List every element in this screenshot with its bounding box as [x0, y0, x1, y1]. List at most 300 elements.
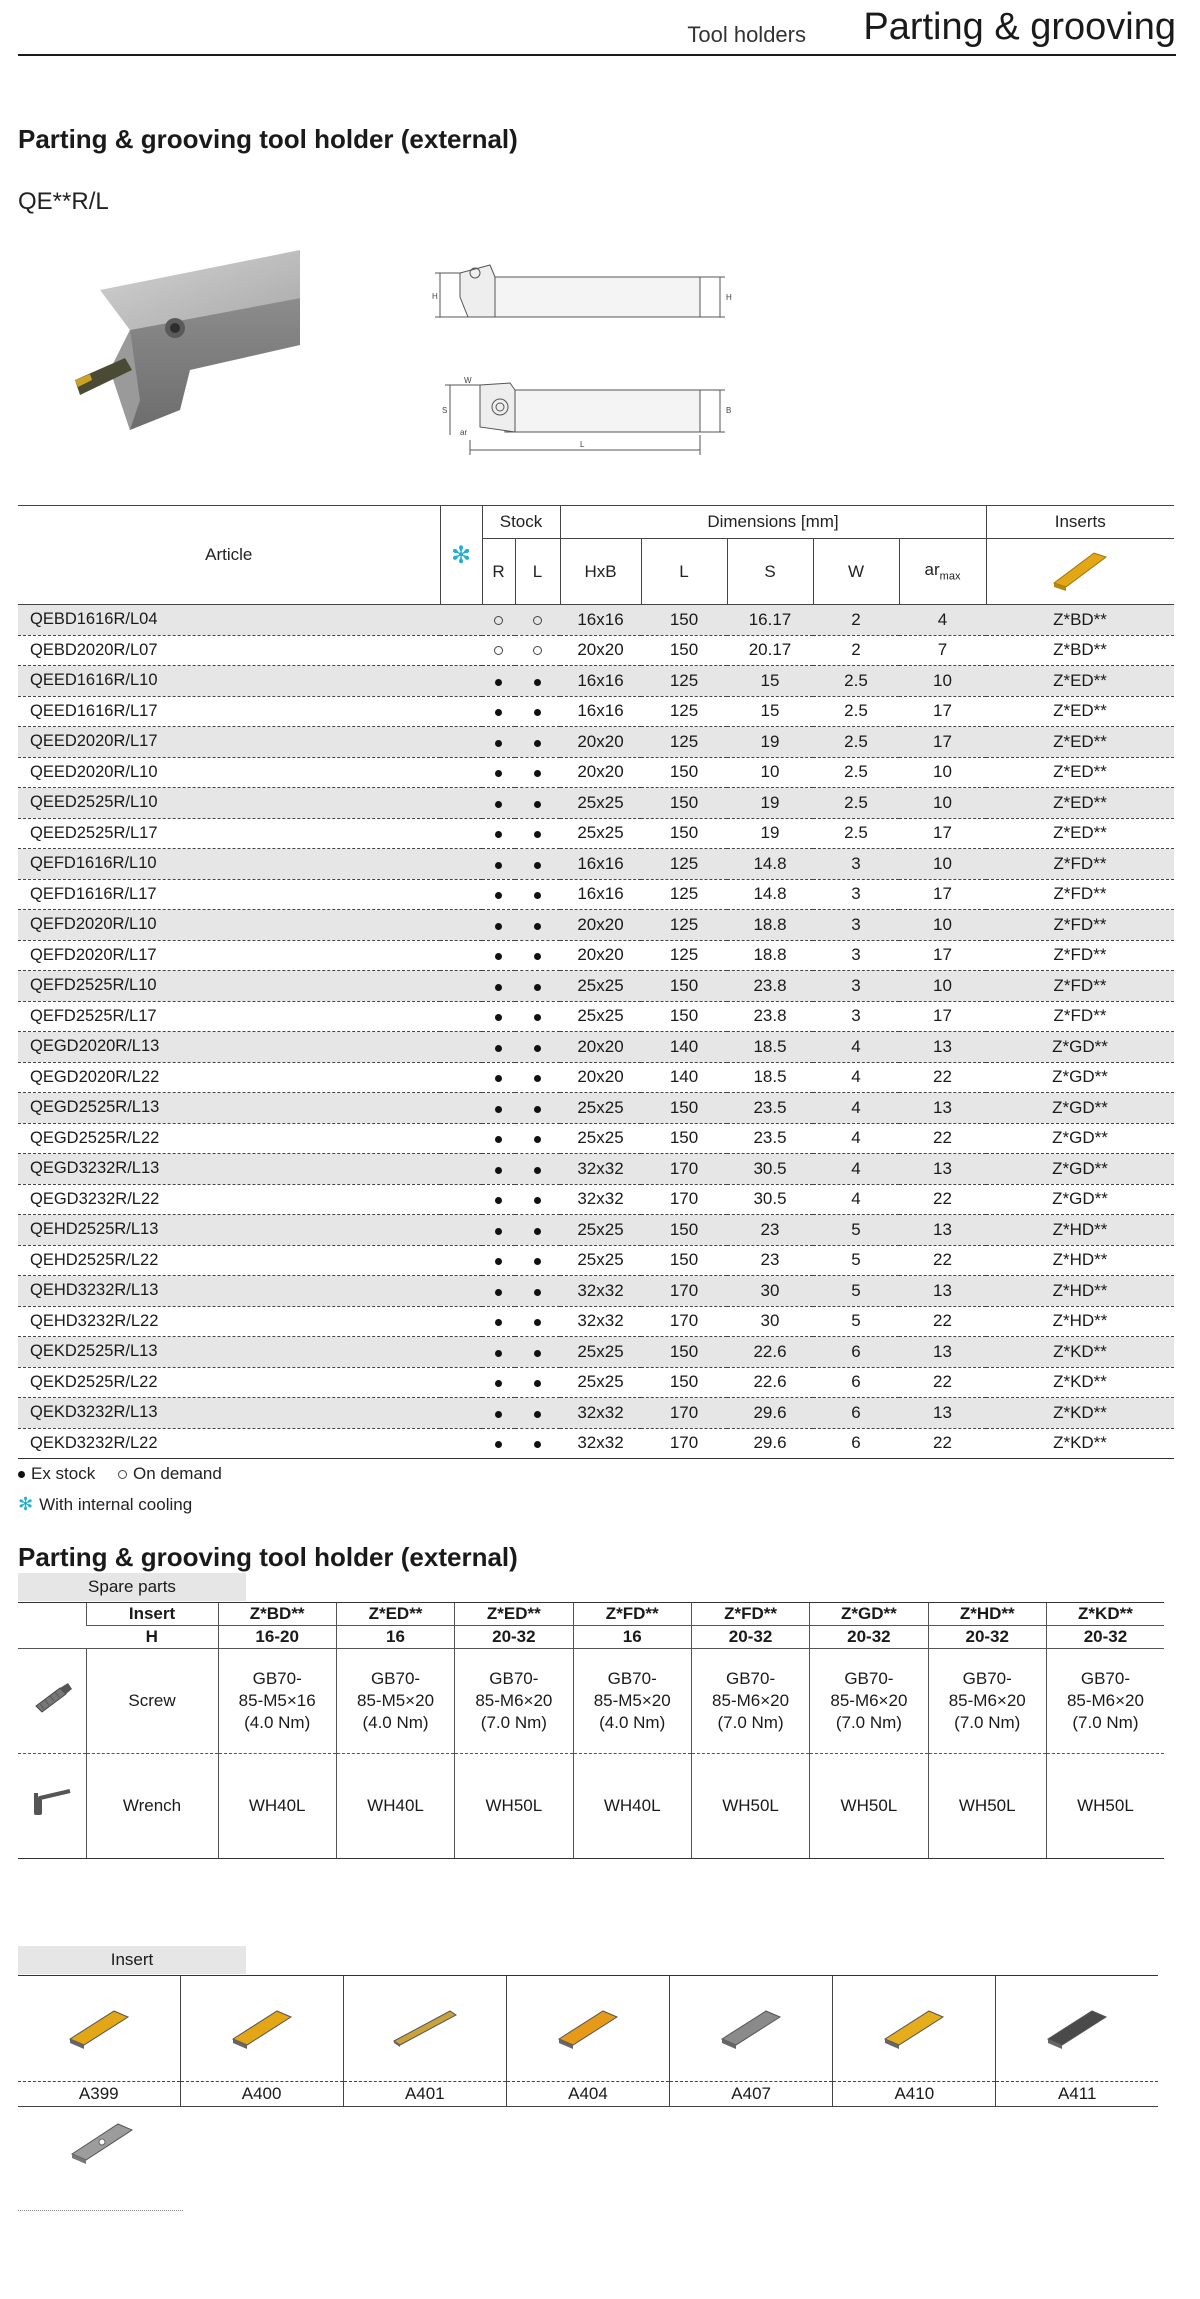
stock-l-cell — [515, 879, 560, 910]
svg-text:H: H — [726, 293, 732, 302]
screw-spec-line: GB70- — [725, 1669, 776, 1688]
w-cell: 3 — [813, 910, 899, 941]
stock-l-cell — [515, 1306, 560, 1337]
spare-parts-tag: Spare parts — [18, 1573, 246, 1601]
w-cell: 2.5 — [813, 788, 899, 819]
stock-r-cell — [482, 1367, 515, 1398]
stock-r-cell — [482, 1154, 515, 1185]
hxb-cell: 20x20 — [560, 757, 641, 788]
cooling-cell — [440, 1306, 482, 1337]
wrench-spec: WH50L — [455, 1754, 573, 1859]
stock-l-cell — [515, 1093, 560, 1124]
screw-image — [18, 1649, 86, 1754]
length-cell: 150 — [641, 1215, 727, 1246]
ex-stock-icon — [534, 1014, 541, 1021]
ar-cell: 10 — [899, 666, 986, 697]
screw-spec-line: GB70- — [370, 1669, 421, 1688]
snowflake-icon: ✻ — [18, 1494, 34, 1514]
article-cell: QEKD3232R/L13 — [18, 1398, 440, 1429]
hxb-cell: 32x32 — [560, 1154, 641, 1185]
insert-cell: Z*FD** — [986, 910, 1174, 941]
stock-r-cell — [482, 605, 515, 636]
insert-image-cell — [343, 1976, 506, 2082]
hxb-cell: 16x16 — [560, 666, 641, 697]
stock-l-cell — [515, 696, 560, 727]
insert-icon — [879, 2001, 949, 2051]
table-row — [18, 1428, 1174, 1459]
ex-stock-icon — [495, 1197, 502, 1204]
insert-cell: Z*GD** — [986, 1062, 1174, 1093]
insert-cell: Z*HD** — [986, 1276, 1174, 1307]
stock-l-cell — [515, 757, 560, 788]
length-cell: 150 — [641, 757, 727, 788]
cooling-cell — [440, 757, 482, 788]
length-cell: 150 — [641, 1093, 727, 1124]
article-cell: QEFD1616R/L17 — [18, 879, 440, 910]
ar-cell: 13 — [899, 1154, 986, 1185]
stock-r-cell — [482, 1001, 515, 1032]
cooling-cell — [440, 940, 482, 971]
article-cell: QEKD3232R/L22 — [18, 1428, 440, 1459]
screw-spec-line: (7.0 Nm) — [480, 1713, 547, 1732]
insert-cell: Z*ED** — [986, 818, 1174, 849]
ar-cell: 10 — [899, 757, 986, 788]
w-cell: 2.5 — [813, 666, 899, 697]
cooling-cell — [440, 1337, 482, 1368]
length-cell: 150 — [641, 1337, 727, 1368]
ex-stock-icon — [495, 862, 502, 869]
insert-image-cell — [996, 1976, 1158, 2082]
ar-cell: 22 — [899, 1184, 986, 1215]
w-cell: 3 — [813, 879, 899, 910]
spare-insert-type: Z*HD** — [928, 1603, 1046, 1626]
w-cell: 4 — [813, 1123, 899, 1154]
screw-spec-line: 85-M6×20 — [948, 1691, 1026, 1710]
ar-cell: 22 — [899, 1245, 986, 1276]
table-row — [18, 788, 1174, 819]
hxb-cell: 16x16 — [560, 605, 641, 636]
svg-text:B: B — [726, 406, 732, 415]
stock-r-cell — [482, 1062, 515, 1093]
ex-stock-icon — [495, 892, 502, 899]
wrench-spec: WH40L — [336, 1754, 454, 1859]
cooling-cell — [440, 605, 482, 636]
insert-name: A399 — [18, 2082, 180, 2107]
ex-stock-icon — [534, 831, 541, 838]
ar-cell: 13 — [899, 1215, 986, 1246]
stock-l-cell — [515, 666, 560, 697]
stock-l-cell — [515, 1032, 560, 1063]
stock-r-cell — [482, 879, 515, 910]
ex-stock-icon — [534, 862, 541, 869]
screw-spec — [573, 1649, 691, 1754]
screw-spec-line: (4.0 Nm) — [244, 1713, 311, 1732]
w-cell: 4 — [813, 1154, 899, 1185]
insert-cell: Z*FD** — [986, 849, 1174, 880]
col-hxb: HxB — [560, 539, 641, 605]
article-cell: QEGD2525R/L13 — [18, 1093, 440, 1124]
ex-stock-icon — [534, 1380, 541, 1387]
wrench-image — [18, 1754, 86, 1859]
spare-h-value: 16 — [573, 1626, 691, 1649]
col-r: R — [482, 539, 515, 605]
screw-spec — [455, 1649, 573, 1754]
stock-l-cell — [515, 1398, 560, 1429]
table-row — [18, 605, 1174, 636]
insert-image-cell — [506, 1976, 669, 2082]
legend-stock: Ex stock On demand — [18, 1464, 240, 1484]
wrench-spec: WH50L — [810, 1754, 928, 1859]
hxb-cell: 25x25 — [560, 1337, 641, 1368]
ar-cell: 10 — [899, 849, 986, 880]
hxb-cell: 25x25 — [560, 1123, 641, 1154]
ex-stock-icon — [534, 1411, 541, 1418]
insert-icon — [390, 2001, 460, 2051]
length-cell: 170 — [641, 1306, 727, 1337]
table-row — [18, 1337, 1174, 1368]
length-cell: 140 — [641, 1062, 727, 1093]
article-cell: QEKD2525R/L22 — [18, 1367, 440, 1398]
cooling-cell — [440, 1398, 482, 1429]
stock-r-cell — [482, 1184, 515, 1215]
cooling-cell — [440, 666, 482, 697]
ex-stock-icon — [534, 1441, 541, 1448]
screw-spec — [336, 1649, 454, 1754]
insert-cell: Z*GD** — [986, 1154, 1174, 1185]
svg-text:L: L — [580, 440, 585, 449]
ex-stock-icon — [495, 1228, 502, 1235]
insert-cell: Z*FD** — [986, 971, 1174, 1002]
ex-stock-icon — [534, 892, 541, 899]
stock-r-cell — [482, 1245, 515, 1276]
s-cell: 19 — [727, 818, 813, 849]
s-cell: 14.8 — [727, 849, 813, 880]
article-cell: QEED2020R/L10 — [18, 757, 440, 788]
screw-spec-line: GB70- — [607, 1669, 657, 1688]
s-cell: 23.8 — [727, 971, 813, 1002]
hxb-cell: 16x16 — [560, 849, 641, 880]
ex-stock-icon — [534, 740, 541, 747]
s-cell: 30 — [727, 1306, 813, 1337]
length-cell: 150 — [641, 605, 727, 636]
insert-cell: Z*GD** — [986, 1184, 1174, 1215]
ex-stock-icon — [495, 953, 502, 960]
col-article: Article — [18, 506, 440, 605]
s-cell: 20.17 — [727, 635, 813, 666]
s-cell: 23.8 — [727, 1001, 813, 1032]
insert-label: Insert — [86, 1603, 218, 1626]
screw-spec-line: GB70- — [489, 1669, 539, 1688]
legend-cooling: ✻ With internal cooling — [18, 1494, 193, 1514]
snowflake-icon: ✻ — [450, 541, 472, 569]
ex-stock-icon — [534, 984, 541, 991]
ar-cell: 17 — [899, 940, 986, 971]
wrench-icon — [30, 1785, 74, 1821]
stock-r-cell — [482, 818, 515, 849]
stock-l-cell — [515, 1337, 560, 1368]
w-cell: 4 — [813, 1093, 899, 1124]
insert-image-cell — [18, 1976, 180, 2082]
insert-table — [18, 1975, 1158, 2107]
screw-spec-line: 85-M5×20 — [357, 1691, 435, 1710]
length-cell: 125 — [641, 666, 727, 697]
svg-text:H: H — [432, 292, 438, 301]
stock-l-cell — [515, 1276, 560, 1307]
ex-stock-icon — [534, 679, 541, 686]
ex-stock-icon — [495, 1136, 502, 1143]
spare-insert-type: Z*BD** — [218, 1603, 336, 1626]
length-cell: 150 — [641, 1367, 727, 1398]
w-cell: 2.5 — [813, 696, 899, 727]
insert-cell: Z*KD** — [986, 1367, 1174, 1398]
wrench-spec: WH40L — [573, 1754, 691, 1859]
article-cell: QEGD3232R/L22 — [18, 1184, 440, 1215]
article-cell: QEED2525R/L17 — [18, 818, 440, 849]
stock-r-cell — [482, 1428, 515, 1459]
length-cell: 150 — [641, 971, 727, 1002]
stock-l-cell — [515, 910, 560, 941]
hxb-cell: 25x25 — [560, 818, 641, 849]
col-length: L — [641, 539, 727, 605]
ex-stock-icon — [495, 709, 502, 716]
insert-cell: Z*BD** — [986, 605, 1174, 636]
table-row — [18, 1001, 1174, 1032]
ar-cell: 17 — [899, 818, 986, 849]
ex-stock-icon — [534, 1289, 541, 1296]
article-cell: QEGD3232R/L13 — [18, 1154, 440, 1185]
w-cell: 6 — [813, 1428, 899, 1459]
insert-icon — [553, 2001, 623, 2051]
ar-cell: 22 — [899, 1306, 986, 1337]
insert-cell: Z*GD** — [986, 1032, 1174, 1063]
stock-l-cell — [515, 1184, 560, 1215]
ex-stock-icon — [495, 1411, 502, 1418]
insert-cell: Z*GD** — [986, 1093, 1174, 1124]
article-cell: QEHD2525R/L22 — [18, 1245, 440, 1276]
length-cell: 125 — [641, 910, 727, 941]
w-cell: 4 — [813, 1062, 899, 1093]
ar-cell: 22 — [899, 1367, 986, 1398]
cooling-cell — [440, 727, 482, 758]
table-row — [18, 1215, 1174, 1246]
ar-cell: 13 — [899, 1398, 986, 1429]
spare-insert-type: Z*ED** — [336, 1603, 454, 1626]
ar-cell: 13 — [899, 1276, 986, 1307]
ar-cell: 13 — [899, 1032, 986, 1063]
insert-image-cell — [670, 1976, 833, 2082]
length-cell: 150 — [641, 1001, 727, 1032]
length-cell: 150 — [641, 788, 727, 819]
article-cell: QEFD2525R/L10 — [18, 971, 440, 1002]
article-cell: QEBD1616R/L04 — [18, 605, 440, 636]
table-row — [18, 1306, 1174, 1337]
col-ar: $ar_{max}$ — [899, 539, 986, 605]
insert-icon — [227, 2001, 297, 2051]
ex-stock-icon — [495, 1289, 502, 1296]
ex-stock-icon — [534, 1167, 541, 1174]
stock-r-cell — [482, 849, 515, 880]
hxb-cell: 20x20 — [560, 635, 641, 666]
table-row — [18, 879, 1174, 910]
length-cell: 125 — [641, 849, 727, 880]
s-cell: 30.5 — [727, 1184, 813, 1215]
article-cell: QEED1616R/L10 — [18, 666, 440, 697]
w-cell: 3 — [813, 940, 899, 971]
insert-cell: Z*ED** — [986, 757, 1174, 788]
hxb-cell: 25x25 — [560, 788, 641, 819]
s-cell: 23.5 — [727, 1093, 813, 1124]
insert-cell: Z*HD** — [986, 1245, 1174, 1276]
ex-stock-icon — [495, 801, 502, 808]
ex-stock-icon — [495, 923, 502, 930]
article-cell: QEBD2020R/L07 — [18, 635, 440, 666]
ar-cell: 17 — [899, 727, 986, 758]
w-cell: 3 — [813, 971, 899, 1002]
ex-stock-icon — [495, 1258, 502, 1265]
article-cell: QEHD3232R/L13 — [18, 1276, 440, 1307]
on-demand-icon — [494, 646, 503, 655]
ar-cell: 17 — [899, 1001, 986, 1032]
s-cell: 18.5 — [727, 1032, 813, 1063]
ex-stock-icon — [495, 1045, 502, 1052]
spare-h-value: 20-32 — [691, 1626, 809, 1649]
screw-spec — [810, 1649, 928, 1754]
s-cell: 19 — [727, 727, 813, 758]
screw-spec-line: (7.0 Nm) — [1072, 1713, 1139, 1732]
table-row — [18, 696, 1174, 727]
header-title: Parting & grooving — [863, 6, 1176, 48]
length-cell: 170 — [641, 1184, 727, 1215]
screw-spec-line: (4.0 Nm) — [599, 1713, 666, 1732]
technical-drawing — [420, 255, 800, 465]
ex-stock-icon — [534, 1045, 541, 1052]
stock-r-cell — [482, 1337, 515, 1368]
screw-spec-line: 85-M5×16 — [238, 1691, 316, 1710]
table-row — [18, 635, 1174, 666]
stock-r-cell — [482, 727, 515, 758]
hxb-cell: 20x20 — [560, 940, 641, 971]
hxb-cell: 16x16 — [560, 696, 641, 727]
insert-cell: Z*KD** — [986, 1428, 1174, 1459]
length-cell: 150 — [641, 635, 727, 666]
divider — [18, 2210, 183, 2211]
hxb-cell: 32x32 — [560, 1276, 641, 1307]
stock-l-cell — [515, 727, 560, 758]
w-cell: 2.5 — [813, 757, 899, 788]
s-cell: 19 — [727, 788, 813, 819]
screw-spec-line: GB70- — [844, 1669, 894, 1688]
stock-l-cell — [515, 605, 560, 636]
stock-r-cell — [482, 1123, 515, 1154]
stock-r-cell — [482, 696, 515, 727]
insert-icon — [1050, 545, 1110, 593]
spare-insert-type: Z*FD** — [691, 1603, 809, 1626]
spare-insert-type: Z*KD** — [1046, 1603, 1164, 1626]
article-cell: QEHD3232R/L22 — [18, 1306, 440, 1337]
cooling-cell — [440, 1245, 482, 1276]
article-cell: QEKD2525R/L13 — [18, 1337, 440, 1368]
length-cell: 125 — [641, 879, 727, 910]
screw-spec — [928, 1649, 1046, 1754]
stock-r-cell — [482, 1215, 515, 1246]
insert-name: A407 — [670, 2082, 833, 2107]
ex-stock-icon — [534, 1350, 541, 1357]
hxb-cell: 32x32 — [560, 1398, 641, 1429]
ar-cell: 10 — [899, 788, 986, 819]
spare-h-value: 20-32 — [928, 1626, 1046, 1649]
insert-cell: Z*ED** — [986, 788, 1174, 819]
ex-stock-icon — [534, 1197, 541, 1204]
on-demand-icon — [494, 616, 503, 625]
hxb-cell: 25x25 — [560, 1093, 641, 1124]
table-row — [18, 1123, 1174, 1154]
ex-stock-icon — [495, 1319, 502, 1326]
col-inserts: Inserts — [986, 506, 1174, 539]
table-row — [18, 727, 1174, 758]
h-label: H — [86, 1626, 218, 1649]
article-cell: QEGD2525R/L22 — [18, 1123, 440, 1154]
ex-stock-icon — [495, 740, 502, 747]
ar-cell: 17 — [899, 879, 986, 910]
ar-cell: 7 — [899, 635, 986, 666]
cooling-cell — [440, 1062, 482, 1093]
insert-cell: Z*ED** — [986, 727, 1174, 758]
ex-stock-icon — [534, 1075, 541, 1082]
hxb-cell: 25x25 — [560, 1001, 641, 1032]
spare-parts-table — [18, 1602, 1164, 1859]
s-cell: 14.8 — [727, 879, 813, 910]
model-code: QE**R/L — [18, 188, 109, 215]
stock-l-cell — [515, 1062, 560, 1093]
ar-cell: 22 — [899, 1428, 986, 1459]
w-cell: 4 — [813, 1032, 899, 1063]
ar-cell: 22 — [899, 1062, 986, 1093]
stock-r-cell — [482, 940, 515, 971]
screw-spec-line: 85-M5×20 — [593, 1691, 671, 1710]
table-row — [18, 1245, 1174, 1276]
insert-cell: Z*FD** — [986, 1001, 1174, 1032]
col-stock: Stock — [482, 506, 560, 539]
stock-l-cell — [515, 818, 560, 849]
screw-spec-line: 85-M6×20 — [475, 1691, 553, 1710]
cooling-cell — [440, 1276, 482, 1307]
table-row — [18, 1276, 1174, 1307]
hxb-cell: 20x20 — [560, 1032, 641, 1063]
length-cell: 170 — [641, 1428, 727, 1459]
article-cell: QEFD2020R/L10 — [18, 910, 440, 941]
insert-icon — [64, 2001, 134, 2051]
cooling-cell — [440, 1001, 482, 1032]
col-inserts-image — [986, 539, 1174, 605]
stock-r-cell — [482, 910, 515, 941]
ex-stock-icon — [534, 953, 541, 960]
hxb-cell: 32x32 — [560, 1428, 641, 1459]
screw-spec-line: GB70- — [252, 1669, 302, 1688]
col-l: L — [515, 539, 560, 605]
article-cell: QEFD1616R/L10 — [18, 849, 440, 880]
table-row — [18, 940, 1174, 971]
w-cell: 2 — [813, 605, 899, 636]
article-cell: QEED1616R/L17 — [18, 696, 440, 727]
spare-section-title: Parting & grooving tool holder (external) — [18, 1542, 518, 1572]
hxb-cell: 16x16 — [560, 879, 641, 910]
article-cell: QEED2525R/L10 — [18, 788, 440, 819]
s-cell: 22.6 — [727, 1367, 813, 1398]
ex-stock-icon — [495, 1106, 502, 1113]
table-row — [18, 1062, 1174, 1093]
screw-spec-line: (7.0 Nm) — [954, 1713, 1021, 1732]
w-cell: 2.5 — [813, 727, 899, 758]
